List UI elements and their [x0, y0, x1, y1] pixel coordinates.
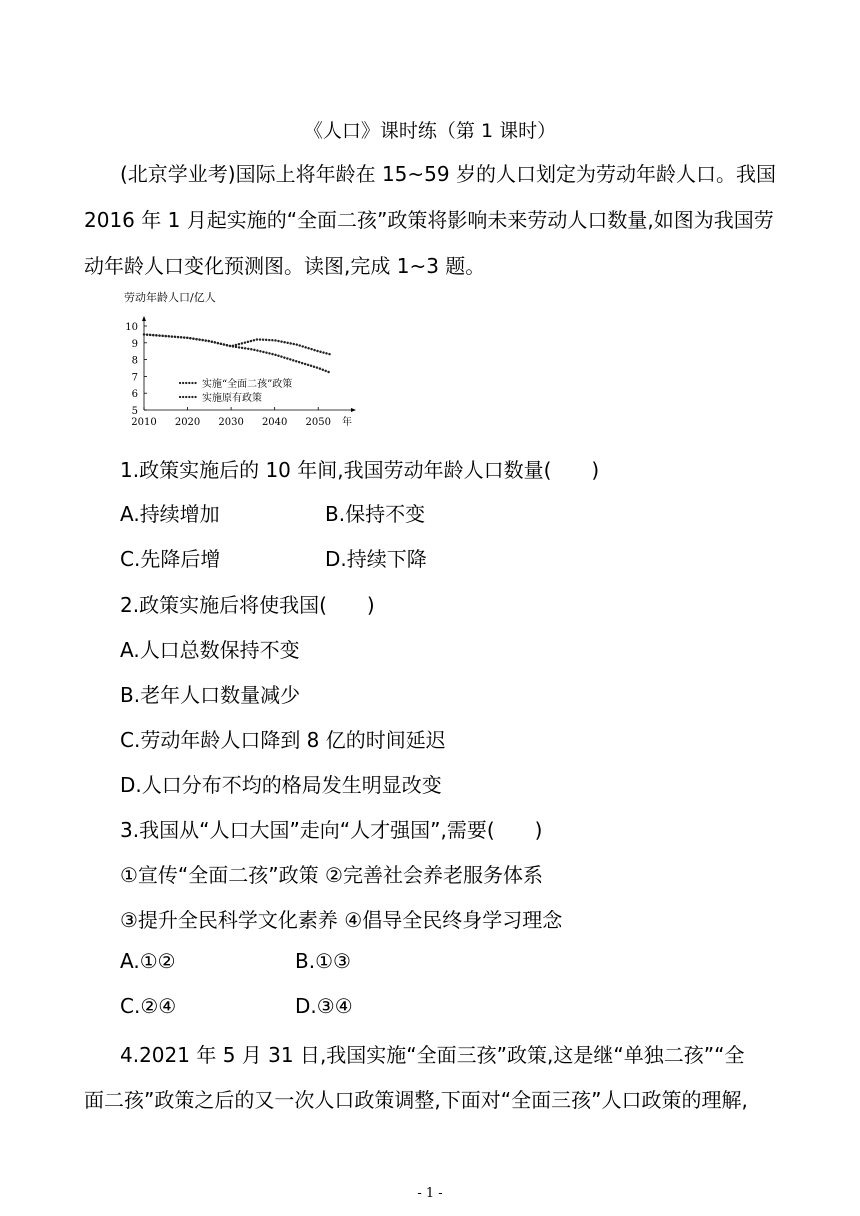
y-tick-label: 10 — [125, 322, 138, 333]
y-tick-label: 8 — [131, 355, 138, 367]
x-tick-label: 2040 — [261, 417, 288, 428]
labor-population-chart — [118, 286, 358, 436]
q4-line-1: 4.2021 年 5 月 31 日,我国实施“全面三孩”政策,这是继“单独二孩”“全 — [120, 1043, 745, 1067]
intro-line-3: 动年龄人口变化预测图。读图,完成 1~3 题。 — [84, 254, 486, 278]
x-tick-label: 2050 — [305, 417, 331, 428]
y-axis-arrow — [142, 316, 146, 321]
q3-items-line-1: ①宣传“全面二孩”政策 ②完善社会养老服务体系 — [120, 863, 543, 887]
q1-option-b[interactable]: B.保持不变 — [325, 502, 426, 526]
q2-stem: 2.政策实施后将使我国( ) — [120, 593, 375, 617]
q1-stem: 1.政策实施后的 10 年间,我国劳动年龄人口数量( ) — [120, 458, 600, 482]
chart-series — [144, 334, 331, 373]
q2-option-a[interactable]: A.人口总数保持不变 — [120, 638, 300, 662]
q2-option-c[interactable]: C.劳动年龄人口降到 8 亿的时间延迟 — [120, 728, 446, 752]
y-tick-label: 9 — [131, 338, 138, 350]
q3-option-d[interactable]: D.③④ — [295, 994, 353, 1018]
series-line-original-policy — [144, 334, 331, 373]
q1-option-c[interactable]: C.先降后增 — [120, 547, 221, 571]
legend-label: 实施原有政策 — [202, 393, 262, 404]
q3-stem: 3.我国从“人口大国”走向“人才强国”,需要( ) — [120, 818, 543, 842]
intro-line-2: 2016 年 1 月起实施的“全面二孩”政策将影响未来劳动人口数量,如图为我国劳 — [84, 208, 774, 232]
q1-option-d[interactable]: D.持续下降 — [325, 547, 427, 571]
q3-option-c[interactable]: C.②④ — [120, 994, 177, 1018]
page-title: 《人口》课时练（第 1 课时） — [303, 120, 557, 142]
q2-option-b[interactable]: B.老年人口数量减少 — [120, 683, 301, 707]
intro-line-1: (北京学业考)国际上将年龄在 15~59 岁的人口划定为劳动年龄人口。我国 — [120, 162, 776, 186]
q4-line-2: 面二孩”政策之后的又一次人口政策调整,下面对“全面三孩”人口政策的理解, — [84, 1088, 748, 1112]
x-tick-label: 2030 — [218, 417, 244, 428]
q3-items-line-2: ③提升全民科学文化素养 ④倡导全民终身学习理念 — [120, 908, 563, 932]
page-number: - 1 - — [417, 1186, 443, 1201]
chart-legend — [180, 377, 292, 404]
y-tick-label: 6 — [131, 389, 138, 401]
y-tick-label: 7 — [131, 372, 138, 384]
x-axis-label: 年 — [342, 417, 352, 428]
legend-label: 实施“全面二孩”政策 — [202, 379, 293, 390]
y-tick-label: 5 — [131, 406, 138, 417]
q1-option-a[interactable]: A.持续增加 — [120, 502, 220, 526]
x-tick-label: 2020 — [174, 417, 201, 428]
x-axis-arrow — [351, 408, 356, 412]
x-tick-label: 2010 — [131, 417, 157, 428]
q3-option-b[interactable]: B.①③ — [295, 949, 351, 973]
chart-axes — [125, 316, 356, 428]
q3-option-a[interactable]: A.①② — [120, 949, 176, 973]
q2-option-d[interactable]: D.人口分布不均的格局发生明显改变 — [120, 773, 442, 797]
chart-ylabel: 劳动年龄人口/亿人 — [124, 291, 216, 304]
